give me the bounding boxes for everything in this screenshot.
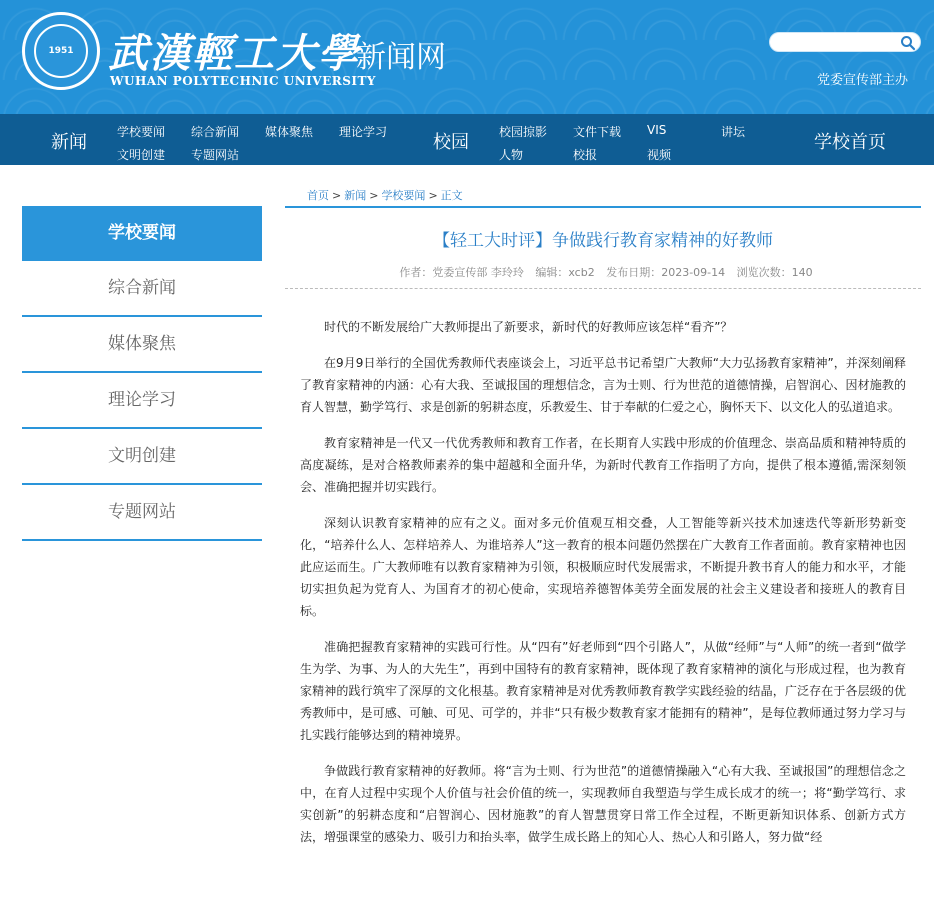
nav-item-school-news[interactable]: 学校要闻 (117, 125, 166, 139)
article-meta (285, 264, 921, 289)
nav-item-media-focus[interactable]: 媒体聚焦 (265, 125, 314, 139)
article-paragraph: 深刻认识教育家精神的应有之义。面对多元价值观互相交叠，人工智能等新兴技术加速迭代等新形势新变化，“培养什么人、怎样培养人、为谁培养人”这一教育的根本问题仍然摆在广大教育工作者面前。教育家精神也因此应运而生。广大教师唯有以教育家精神为引领，积极顺应时代发展需求，不断提升教书育人的能力和水平，才能切实担负起为党育人、为国育才的初心使命，实现培养德智体美劳全面发展的社会主义建设者和接班人的教育目标。 (300, 516, 906, 618)
nav-item-civilization[interactable]: 文明创建 (117, 148, 166, 162)
breadcrumb-separator: > (369, 189, 379, 202)
search-input[interactable] (778, 34, 898, 50)
article-paragraph: 准确把握教育家精神的实践可行性。从“四有”好老师到“四个引路人”，从做“经师”与“人师”的统一者到“做学生为学、为事、为人的大先生”，再到中国特有的教育家精神，既体现了教育家精神的演化与形成过程，也为教育家精神的践行筑牢了深厚的文化根基。教育家精神是对优秀教师教育教学实践经验的结晶，广泛存在于各层级的优秀教师中，是可感、可触、可见、可学的，并非“只有极少数教育家才能拥有的精神”，是每位教师通过努力学习与扎实践行能够达到的精神境界。 (300, 640, 906, 742)
university-seal-logo[interactable] (22, 12, 100, 90)
search-box (769, 32, 921, 52)
nav-item-theory-study[interactable]: 理论学习 (339, 125, 388, 139)
header-banner (0, 0, 934, 114)
sidebar-item-theory-study[interactable]: 理论学习 (22, 373, 262, 429)
organizer-label: 党委宣传部主办 (817, 73, 909, 88)
nav-campus[interactable]: 校园 (433, 132, 469, 153)
nav-item-school-paper[interactable]: 校报 (573, 148, 598, 162)
nav-item-special-sites[interactable]: 专题网站 (191, 148, 240, 162)
sidebar-item-general-news[interactable]: 综合新闻 (22, 261, 262, 317)
sidebar-item-special-sites[interactable]: 专题网站 (22, 485, 262, 541)
sidebar-item-school-news[interactable]: 学校要闻 (22, 206, 262, 261)
breadcrumb-home[interactable]: 首页 (307, 189, 329, 202)
article-title: 【轻工大时评】争做践行教育家精神的好教师 (433, 231, 773, 251)
nav-item-video[interactable]: 视频 (647, 148, 672, 162)
site-name: 新闻网 (356, 40, 446, 75)
breadcrumb-separator: > (332, 189, 342, 202)
nav-news[interactable]: 新闻 (51, 132, 87, 153)
breadcrumb-separator: > (428, 189, 438, 202)
nav-item-vis[interactable]: VIS (647, 123, 667, 137)
article-editor: 编辑：xcb2 (535, 266, 595, 279)
nav-item-forum[interactable]: 讲坛 (721, 125, 746, 139)
nav-item-general-news[interactable]: 综合新闻 (191, 125, 240, 139)
breadcrumb-current[interactable]: 正文 (440, 189, 463, 202)
article-paragraph: 争做践行教育家精神的好教师。将“言为士则、行为世范”的道德情操融入“心有大我、至诚报国”的理想信念之中，在育人过程中实现个人价值与社会价值的统一，实现教师自我塑造与学生成长成才的统一；将“勤学笃行、求实创新”的躬耕态度和“启智润心、因材施教”的育人智慧贯穿日常工作全过程，不断更新知识体系、创新方式方法，增强课堂的感染力、吸引力和抬头率，做学生成长路上的知心人、热心人和引路人，努力做“经 (300, 764, 906, 844)
nav-item-downloads[interactable]: 文件下载 (573, 125, 622, 139)
nav-item-people[interactable]: 人物 (499, 148, 524, 162)
seal-year: 1951 (34, 24, 88, 78)
nav-school-home[interactable]: 学校首页 (814, 132, 886, 153)
article-views: 浏览次数：140 (736, 266, 813, 279)
university-name-en: WUHAN POLYTECHNIC UNIVERSITY (110, 74, 376, 88)
sidebar (22, 206, 262, 541)
article-body (300, 316, 906, 862)
breadcrumb-school-news[interactable]: 学校要闻 (381, 189, 426, 202)
search-icon[interactable] (900, 35, 916, 51)
sidebar-item-media-focus[interactable]: 媒体聚焦 (22, 317, 262, 373)
sidebar-item-civilization[interactable]: 文明创建 (22, 429, 262, 485)
article-author: 作者：党委宣传部 李玲玲 (399, 266, 524, 279)
main-nav (0, 114, 934, 165)
article-paragraph: 时代的不断发展给广大教师提出了新要求，新时代的好教师应该怎样“看齐”？ (324, 320, 733, 334)
article-paragraph: 在9月9日举行的全国优秀教师代表座谈会上，习近平总书记希望广大教师“大力弘扬教育家精神”，并深刻阐释了教育家精神的内涵：心有大我、至诚报国的理想信念，言为士则、行为世范的道德情操，启智润心、因材施教的育人智慧，勤学笃行、求是创新的躬耕态度，乐教爱生、甘于奉献的仁爱之心，胸怀天下、以文化人的弘道追求。 (300, 356, 906, 414)
article-paragraph: 教育家精神是一代又一代优秀教师和教育工作者，在长期育人实践中形成的价值理念、崇高品质和精神特质的高度凝练，是对合格教师素养的集中超越和全面升华，为新时代教育工作指明了方向，提供了根本遵循,需深刻领会、准确把握并切实践行。 (300, 436, 906, 494)
article-date: 发布日期：2023-09-14 (606, 266, 726, 279)
breadcrumb-news[interactable]: 新闻 (344, 189, 367, 202)
breadcrumb (285, 186, 921, 208)
university-name-cn: 武漢輕工大學 (108, 30, 360, 77)
nav-item-campus-snapshots[interactable]: 校园掠影 (499, 125, 548, 139)
